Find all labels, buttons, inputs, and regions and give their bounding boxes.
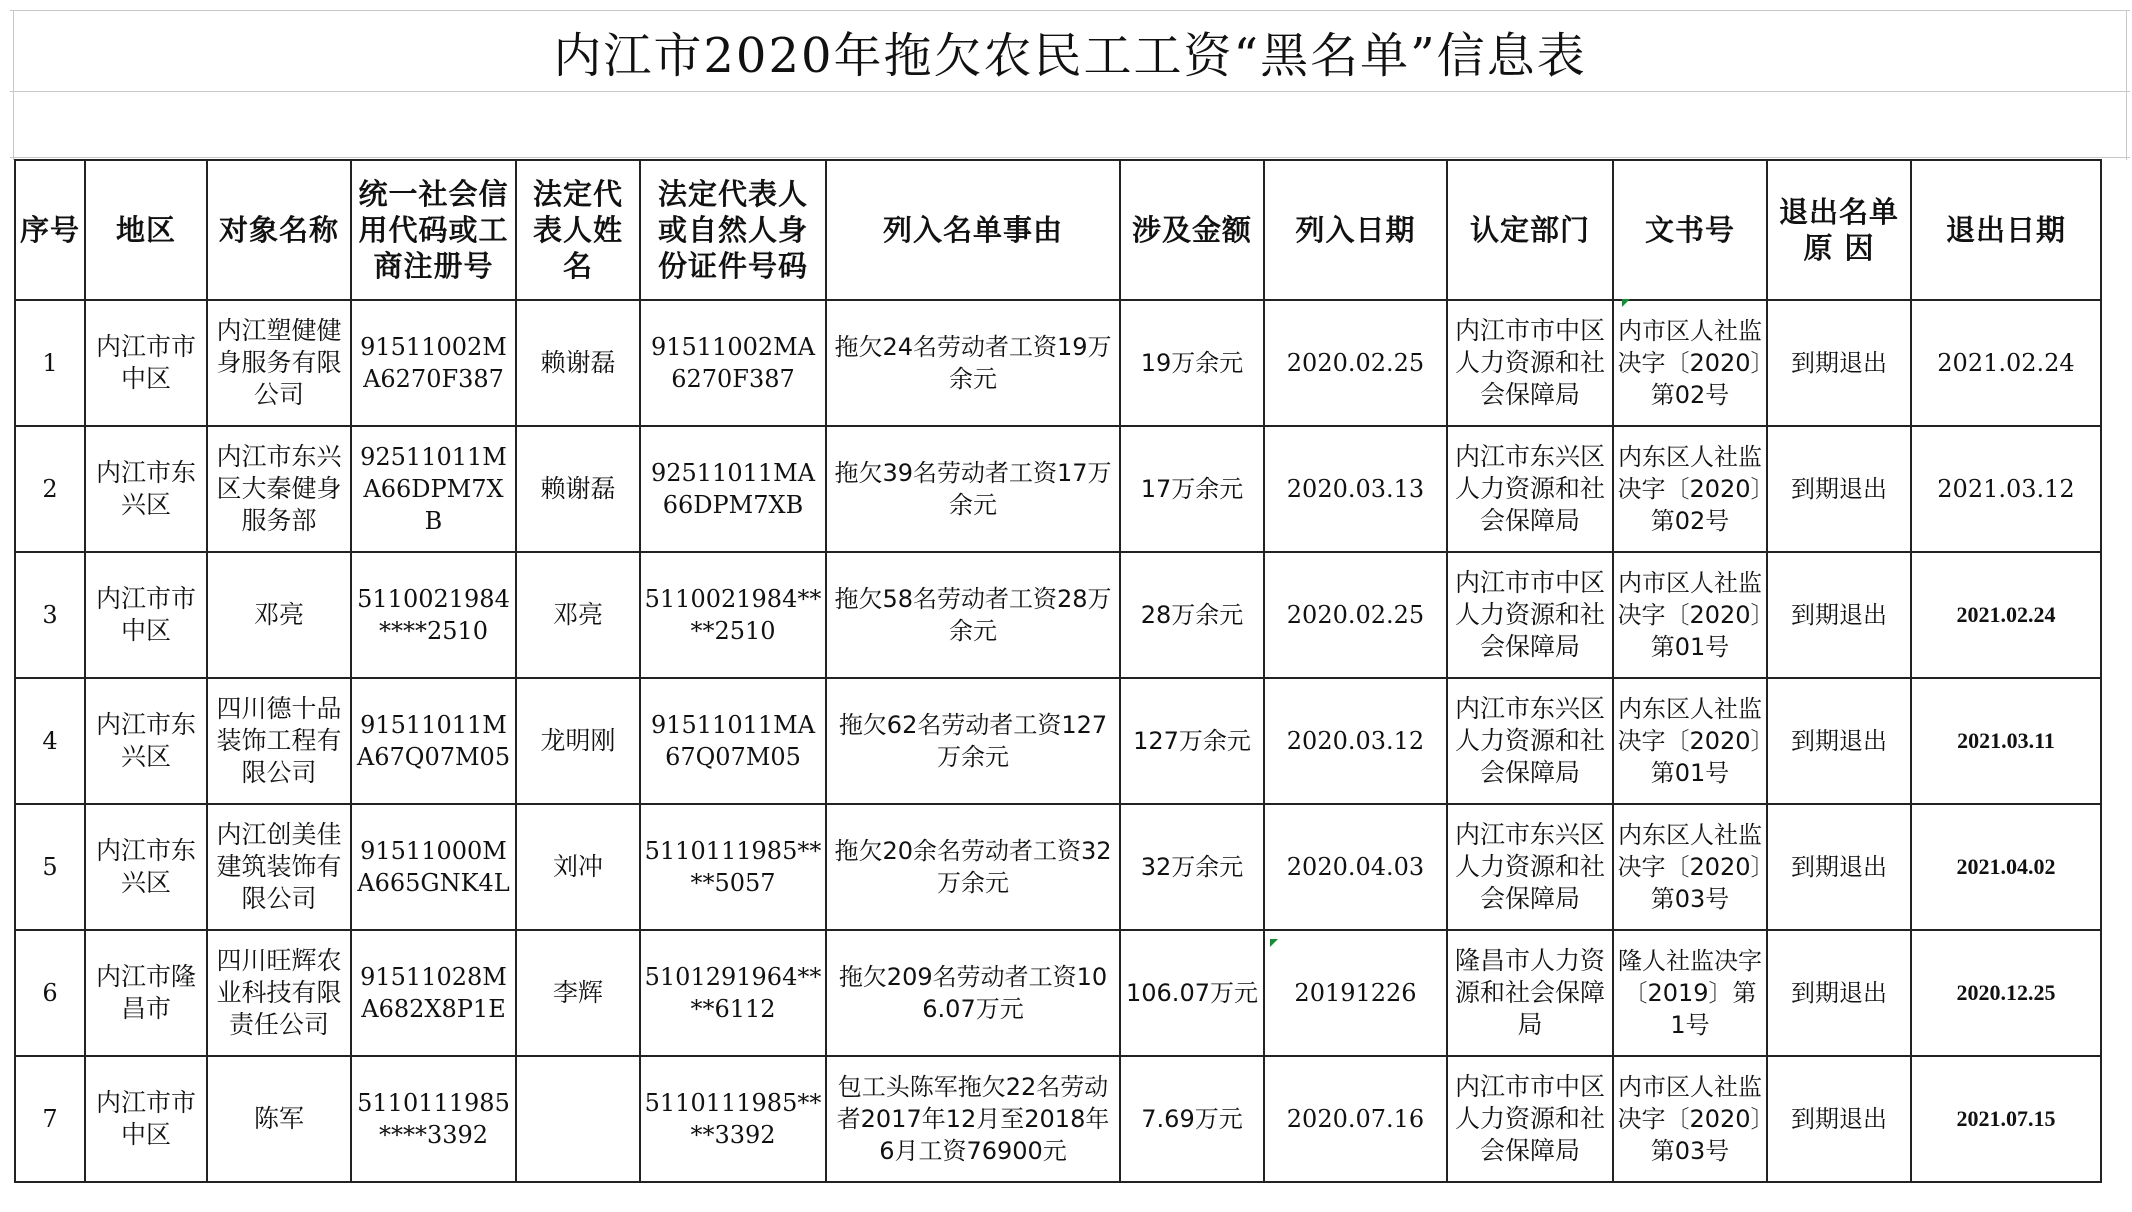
cell-doc-no: 内市区人社监决字〔2020〕第02号 (1613, 300, 1767, 426)
cell-region: 内江市市中区 (85, 300, 207, 426)
cell-amount: 127万余元 (1120, 678, 1264, 804)
cell-id-no: 5110111985****5057 (640, 804, 826, 930)
cell-doc-no: 内市区人社监决字〔2020〕第01号 (1613, 552, 1767, 678)
cell-name: 四川旺辉农业科技有限责任公司 (207, 930, 351, 1056)
cell-dept: 内江市东兴区人力资源和社会保障局 (1447, 678, 1613, 804)
cell-amount: 17万余元 (1120, 426, 1264, 552)
page-title: 内江市2020年拖欠农民工工资“黑名单”信息表 (553, 27, 1587, 84)
cell-region: 内江市市中区 (85, 552, 207, 678)
blank-row (10, 90, 2130, 158)
cell-exit-date: 2021.03.12 (1911, 426, 2101, 552)
cell-amount: 7.69万元 (1120, 1056, 1264, 1182)
cell-credit-code: 91511028MA682X8P1E (351, 930, 516, 1056)
col-header-credit-code: 统一社会信用代码或工商注册号 (351, 160, 516, 300)
cell-credit-code: 91511002MA6270F387 (351, 300, 516, 426)
cell-amount: 28万余元 (1120, 552, 1264, 678)
cell-exit-date: 2021.02.24 (1911, 300, 2101, 426)
cell-name: 陈军 (207, 1056, 351, 1182)
cell-region: 内江市东兴区 (85, 804, 207, 930)
cell-legal-rep: 刘冲 (516, 804, 640, 930)
cell-exit-reason: 到期退出 (1767, 804, 1911, 930)
cell-seq: 6 (15, 930, 85, 1056)
cell-reason: 拖欠39名劳动者工资17万余元 (826, 426, 1120, 552)
col-header-exit-date: 退出日期 (1911, 160, 2101, 300)
cell-id-no: 5110021984****2510 (640, 552, 826, 678)
cell-region: 内江市东兴区 (85, 678, 207, 804)
cell-dept: 内江市市中区人力资源和社会保障局 (1447, 300, 1613, 426)
cell-amount: 106.07万元 (1120, 930, 1264, 1056)
cell-doc-no: 内东区人社监决字〔2020〕第01号 (1613, 678, 1767, 804)
header-row (15, 160, 2101, 300)
cell-credit-code: 5110111985****3392 (351, 1056, 516, 1182)
cell-credit-code: 92511011MA66DPM7XB (351, 426, 516, 552)
cell-reason: 包工头陈军拖欠22名劳动者2017年12月至2018年6月工资76900元 (826, 1056, 1120, 1182)
col-header-doc-no: 文书号 (1613, 160, 1767, 300)
cell-dept: 内江市市中区人力资源和社会保障局 (1447, 1056, 1613, 1182)
cell-credit-code: 91511000MA665GNK4L (351, 804, 516, 930)
cell-legal-rep: 赖谢磊 (516, 300, 640, 426)
col-header-amount: 涉及金额 (1120, 160, 1264, 300)
cell-legal-rep: 李辉 (516, 930, 640, 1056)
cell-legal-rep: 邓亮 (516, 552, 640, 678)
cell-reason: 拖欠58名劳动者工资28万余元 (826, 552, 1120, 678)
cell-exit-date: 2021.07.15 (1911, 1056, 2101, 1182)
cell-reason: 拖欠24名劳动者工资19万余元 (826, 300, 1120, 426)
cell-reason: 拖欠209名劳动者工资106.07万元 (826, 930, 1120, 1056)
cell-exit-reason: 到期退出 (1767, 678, 1911, 804)
cell-doc-no: 内市区人社监决字〔2020〕第03号 (1613, 1056, 1767, 1182)
cell-credit-code: 91511011MA67Q07M05 (351, 678, 516, 804)
cell-exit-reason: 到期退出 (1767, 552, 1911, 678)
cell-region: 内江市东兴区 (85, 426, 207, 552)
cell-comment-indicator (1270, 939, 1278, 947)
cell-id-no: 5110111985****3392 (640, 1056, 826, 1182)
cell-list-date: 2020.02.25 (1264, 300, 1447, 426)
table-row (15, 930, 2101, 1056)
blacklist-table (14, 159, 2102, 1183)
cell-dept: 内江市东兴区人力资源和社会保障局 (1447, 804, 1613, 930)
col-header-name: 对象名称 (207, 160, 351, 300)
title-row (10, 10, 2130, 92)
cell-exit-date: 2021.02.24 (1911, 552, 2101, 678)
cell-seq: 4 (15, 678, 85, 804)
cell-dept: 内江市市中区人力资源和社会保障局 (1447, 552, 1613, 678)
cell-seq: 7 (15, 1056, 85, 1182)
cell-seq: 2 (15, 426, 85, 552)
cell-credit-code: 5110021984****2510 (351, 552, 516, 678)
table-row (15, 804, 2101, 930)
cell-id-no: 92511011MA66DPM7XB (640, 426, 826, 552)
cell-name: 内江创美佳建筑装饰有限公司 (207, 804, 351, 930)
col-header-reason: 列入名单事由 (826, 160, 1120, 300)
cell-list-date: 2020.03.13 (1264, 426, 1447, 552)
cell-reason: 拖欠62名劳动者工资127万余元 (826, 678, 1120, 804)
cell-exit-date: 2021.04.02 (1911, 804, 2101, 930)
cell-name: 内江塑健健身服务有限公司 (207, 300, 351, 426)
cell-list-date: 2020.02.25 (1264, 552, 1447, 678)
col-header-region: 地区 (85, 160, 207, 300)
col-header-list-date: 列入日期 (1264, 160, 1447, 300)
cell-exit-reason: 到期退出 (1767, 1056, 1911, 1182)
cell-legal-rep: 赖谢磊 (516, 426, 640, 552)
cell-region: 内江市隆昌市 (85, 930, 207, 1056)
cell-doc-no: 内东区人社监决字〔2020〕第02号 (1613, 426, 1767, 552)
cell-legal-rep: 龙明刚 (516, 678, 640, 804)
cell-seq: 3 (15, 552, 85, 678)
cell-seq: 1 (15, 300, 85, 426)
cell-reason: 拖欠20余名劳动者工资32万余元 (826, 804, 1120, 930)
cell-id-no: 91511002MA6270F387 (640, 300, 826, 426)
cell-id-no: 5101291964****6112 (640, 930, 826, 1056)
cell-exit-date: 2021.03.11 (1911, 678, 2101, 804)
cell-amount: 32万余元 (1120, 804, 1264, 930)
cell-list-date: 2020.07.16 (1264, 1056, 1447, 1182)
cell-dept: 隆昌市人力资源和社会保障局 (1447, 930, 1613, 1056)
cell-region: 内江市市中区 (85, 1056, 207, 1182)
col-header-exit-reason: 退出名单原 因 (1767, 160, 1911, 300)
cell-exit-reason: 到期退出 (1767, 300, 1911, 426)
cell-list-date: 2020.03.12 (1264, 678, 1447, 804)
col-header-seq: 序号 (15, 160, 85, 300)
cell-exit-date: 2020.12.25 (1911, 930, 2101, 1056)
cell-exit-reason: 到期退出 (1767, 930, 1911, 1056)
cell-list-date: 20191226 (1264, 930, 1447, 1056)
cell-id-no: 91511011MA67Q07M05 (640, 678, 826, 804)
cell-amount: 19万余元 (1120, 300, 1264, 426)
cell-doc-no: 隆人社监决字〔2019〕第1号 (1613, 930, 1767, 1056)
table-row (15, 426, 2101, 552)
col-header-id-no: 法定代表人或自然人身份证件号码 (640, 160, 826, 300)
table-header (15, 160, 2101, 300)
cell-exit-reason: 到期退出 (1767, 426, 1911, 552)
cell-name: 内江市东兴区大秦健身服务部 (207, 426, 351, 552)
col-header-legal-rep: 法定代表人姓名 (516, 160, 640, 300)
cell-dept: 内江市东兴区人力资源和社会保障局 (1447, 426, 1613, 552)
cell-list-date: 2020.04.03 (1264, 804, 1447, 930)
cell-name: 四川德十品装饰工程有限公司 (207, 678, 351, 804)
cell-seq: 5 (15, 804, 85, 930)
cell-doc-no: 内东区人社监决字〔2020〕第03号 (1613, 804, 1767, 930)
cell-name: 邓亮 (207, 552, 351, 678)
table-row (15, 552, 2101, 678)
table-row (15, 1056, 2101, 1182)
cell-comment-indicator (1622, 299, 1630, 307)
table-row (15, 300, 2101, 426)
col-header-dept: 认定部门 (1447, 160, 1613, 300)
table-row (15, 678, 2101, 804)
table-body (15, 300, 2101, 1182)
cell-legal-rep (516, 1056, 640, 1182)
